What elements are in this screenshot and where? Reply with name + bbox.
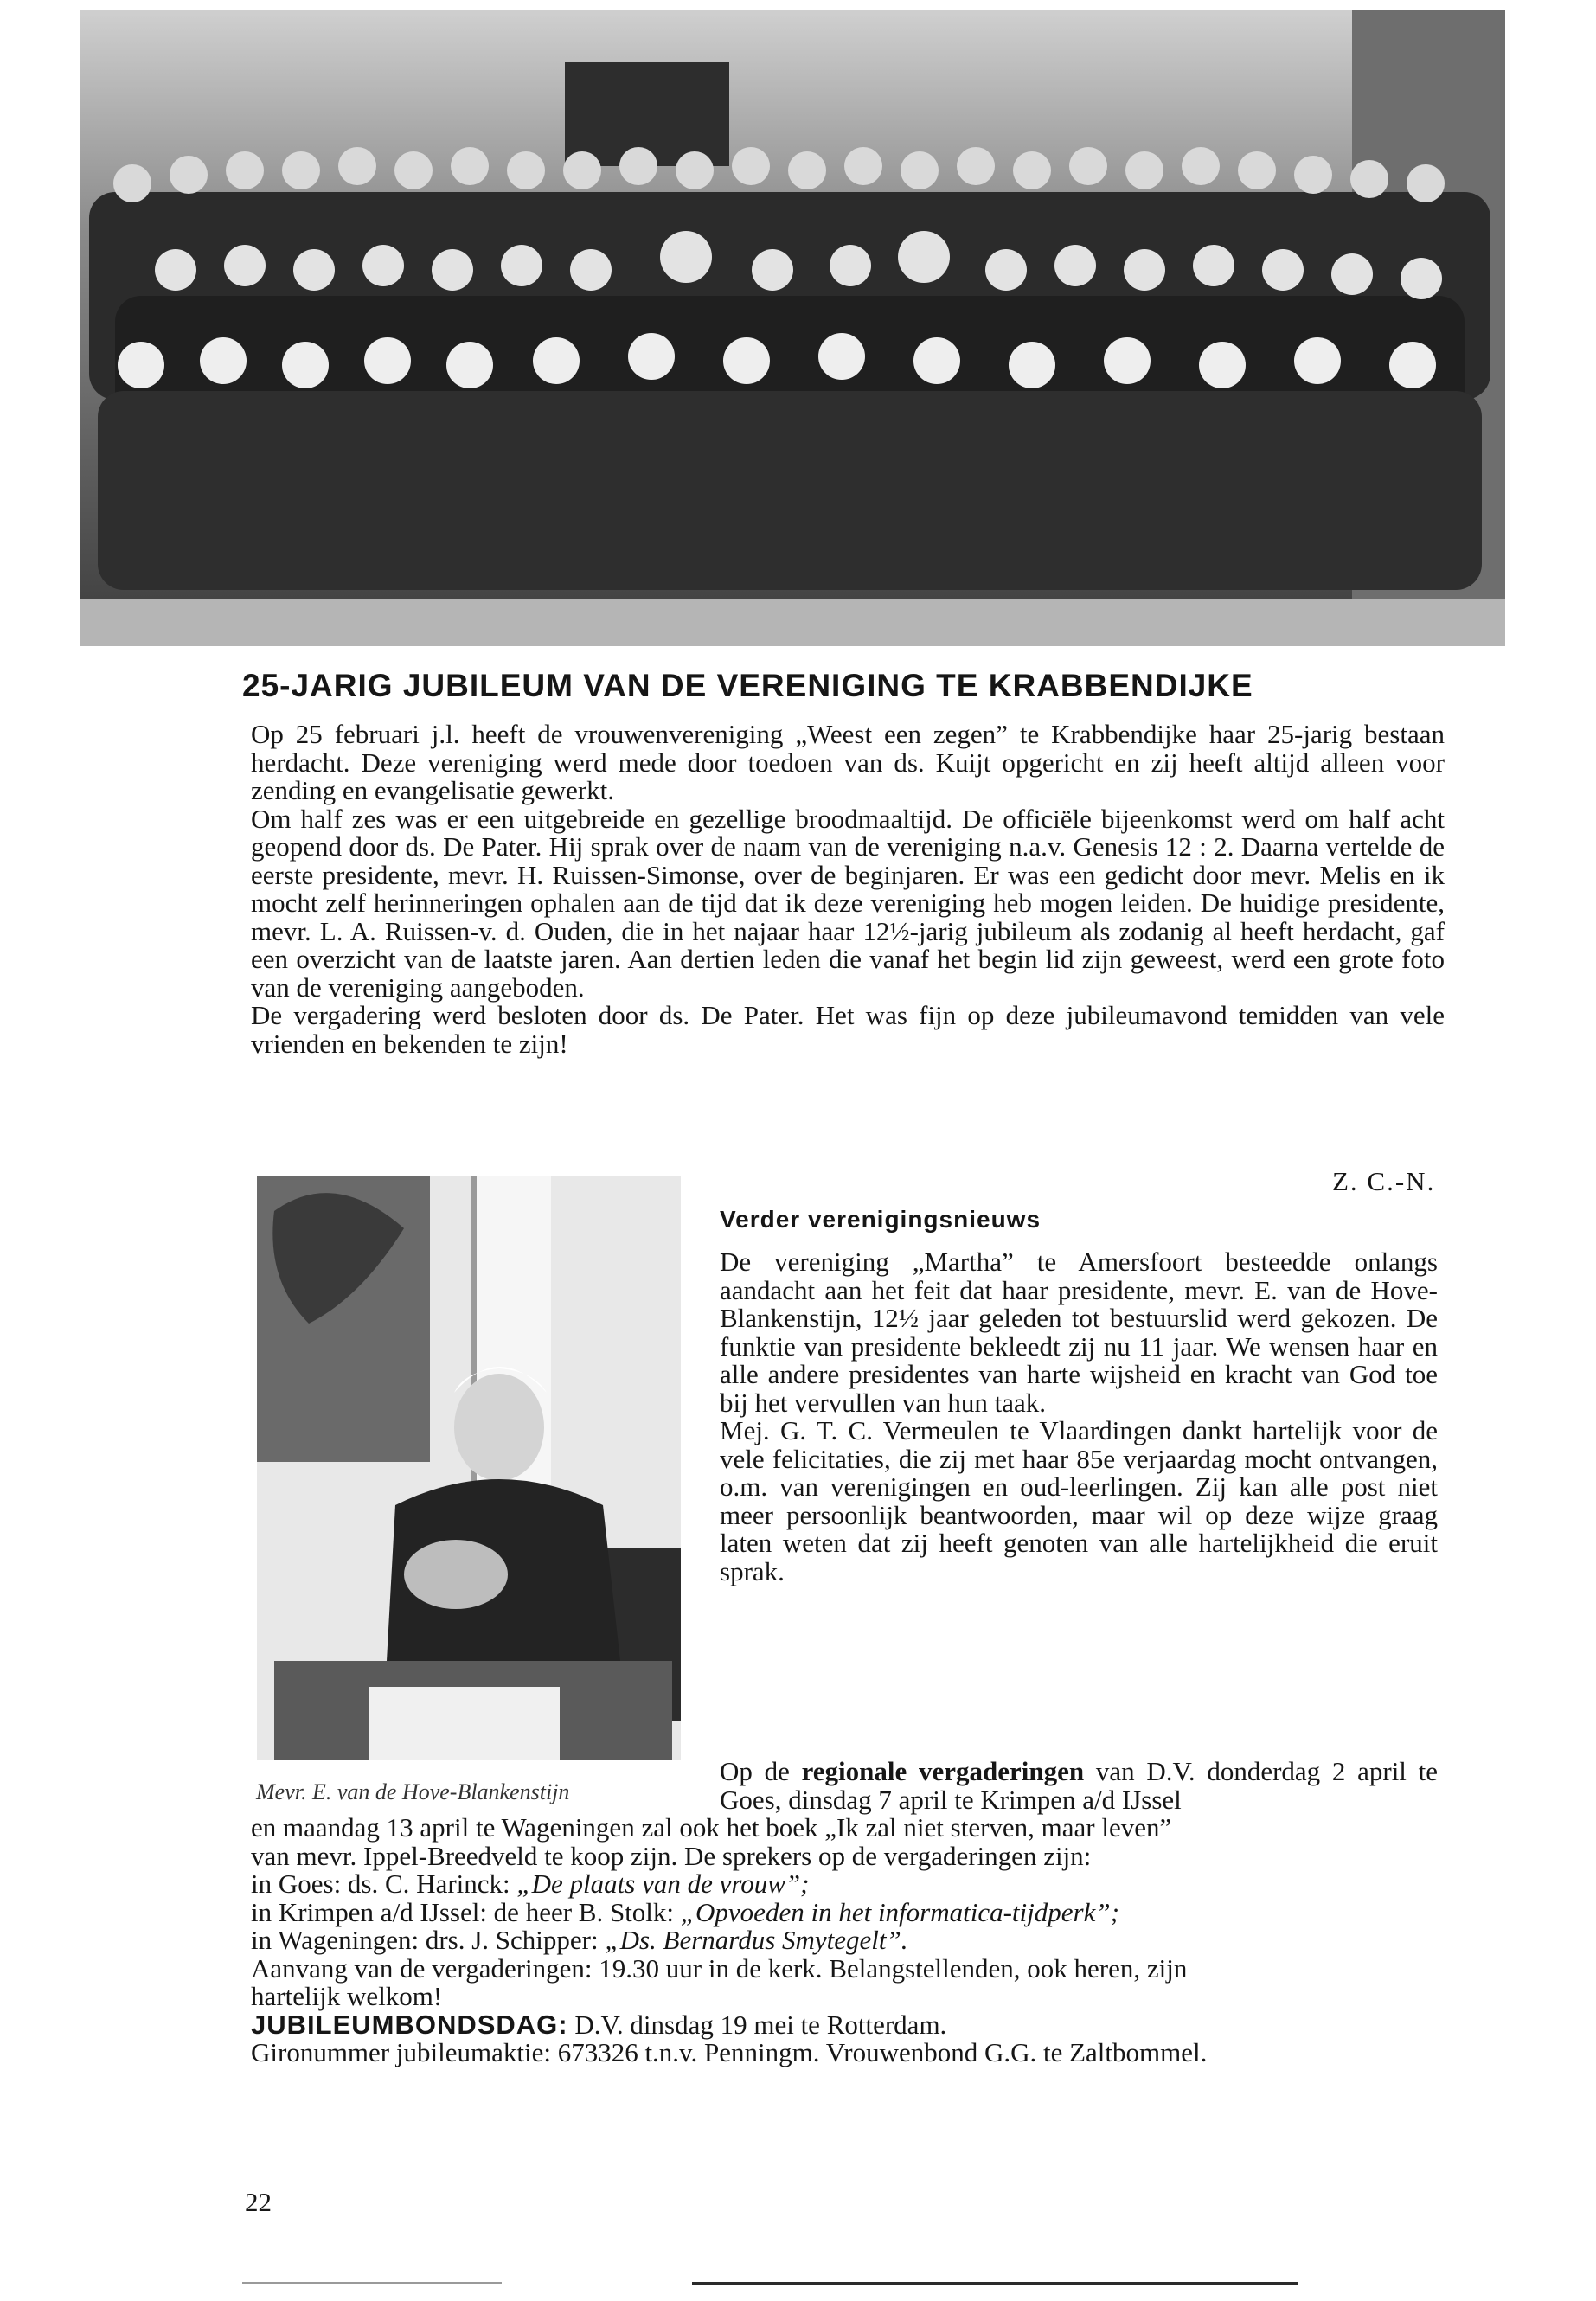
bondsdag-label: JUBILEUMBONDSDAG:: [251, 2009, 568, 2040]
portrait-photo-image: [257, 1176, 681, 1760]
intro-text: Op de: [720, 1756, 802, 1786]
regional-meetings-article: [251, 1814, 1445, 2067]
text-line: Aanvang van de vergaderingen: 19.30 uur in de kerk. Belangstellenden, ook heren, zijn: [251, 1952, 1188, 1984]
lecture-title: „Opvoeden in het informatica-tijdperk”;: [680, 1896, 1119, 1927]
section-heading: Verder verenigingsnieuws: [720, 1206, 1042, 1233]
group-photo-image: [80, 10, 1505, 646]
article-verenigingsnieuws: [720, 1248, 1438, 1586]
article-paragraph: Om half zes was er een uitgebreide en gezellige broodmaaltijd. De officiële bijeenkomst werd om half acht geopend door ds. De Pater. Hij sprak over de naam van de vereniging n.a.v. Genesis 12 : 2. Daarna vertelde de eerste presidente, mevr. H. Ruissen-Simonse, over de beginjaren. Er was een gedicht door mevr. Melis en ik mocht zelf herinneringen ophalen aan de tijd dat ik deze vereniging heb mogen leiden. De huidige presidente, mevr. L. A. Ruissen-v. d. Ouden, die in het najaar haar 12½-jarig jubileum als zodanig al heeft herdacht, gaf een overzicht van de laatste jaren. Aan dertien leden die vanaf het begin lid zijn geweest, werd een grote foto van de vereniging aangeboden.: [251, 803, 1445, 1003]
article-krabbendijke: [251, 721, 1445, 1058]
group-photo: [80, 10, 1505, 646]
article-paragraph: De vergadering werd besloten door ds. De Pater. Het was fijn op deze jubileumavond temidden van vele vrienden en bekenden te zijn!: [251, 1000, 1445, 1059]
text-line: van mevr. Ippel-Breedveld te koop zijn. De sprekers op de vergaderingen zijn:: [251, 1840, 1092, 1871]
speaker-goes: [251, 1870, 1445, 1899]
regional-meetings-intro: [720, 1758, 1438, 1814]
bondsdag-text: D.V. dinsdag 19 mei te Rotterdam.: [567, 2009, 947, 2040]
speaker-text: in Krimpen a/d IJssel: de heer B. Stolk:: [251, 1896, 681, 1927]
speaker-text: in Goes: ds. C. Harinck:: [251, 1868, 517, 1899]
article-signature: Z. C.-N.: [1332, 1166, 1436, 1196]
giro-line: Gironummer jubileumaktie: 673326 t.n.v. Penningm. Vrouwenbond G.G. te Zaltbommel.: [251, 2037, 1208, 2067]
text-line: en maandag 13 april te Wageningen zal ook het boek „Ik zal niet sterven, maar leven”: [251, 1812, 1172, 1843]
scan-edge-line: [692, 2282, 1298, 2285]
lecture-title: „Ds. Bernardus Smytegelt”.: [605, 1925, 908, 1955]
bondsdag-line: [251, 2011, 1445, 2040]
page-number: 22: [245, 2187, 272, 2217]
article-paragraph: Mej. G. T. C. Vermeulen te Vlaardingen dankt hartelijk voor de vele felicitaties, die zij met haar 85e verjaardag mocht ontvangen, o.m. van verenigingen en oud-leerlingen. Zij kan alle post niet meer persoonlijk beantwoorden, maar wil op deze wijze graag laten weten dat zij heeft genoten van alle hartelijkheid die eruit sprak.: [720, 1415, 1438, 1586]
intro-bold-text: regionale vergaderingen: [801, 1756, 1085, 1786]
intro-text: van D.V. donderdag 2 april te Goes, dinsdag 7 april te Krimpen a/d IJssel: [720, 1756, 1439, 1815]
speaker-text: in Wageningen: drs. J. Schipper:: [251, 1925, 606, 1955]
article-paragraph: De vereniging „Martha” te Amersfoort besteedde onlangs aandacht aan het feit dat haar presidente, mevr. E. van de Hove-Blankenstijn, 12½ jaar geleden tot bestuurslid werd gekozen. De funktie van presidente bekleedt zij nu 11 jaar. We wensen haar en alle andere presidentes van harte wijsheid en kracht van God toe bij het vervullen van hun taak.: [720, 1247, 1438, 1418]
portrait-photo: [257, 1176, 681, 1760]
scan-edge-line: [242, 2282, 502, 2284]
text-line: hartelijk welkom!: [251, 1981, 443, 2011]
speaker-krimpen: [251, 1896, 1445, 1927]
photo-caption: Mevr. E. van de Hove-Blankenstijn: [256, 1779, 570, 1804]
lecture-title: „De plaats van de vrouw”;: [516, 1868, 810, 1899]
article-paragraph: Op 25 februari j.l. heeft de vrouwenvereniging „Weest een zegen” te Krabbendijke haar 25-jarig bestaan herdacht. Deze vereniging werd mede door toedoen van ds. Kuijt opgericht en zij heeft altijd alleen voor zending en evangelisatie gewerkt.: [251, 719, 1445, 805]
article-heading: 25-JARIG JUBILEUM VAN DE VERENIGING TE KRABBENDIJKE: [242, 668, 1253, 703]
speaker-wageningen: [251, 1926, 1445, 1955]
